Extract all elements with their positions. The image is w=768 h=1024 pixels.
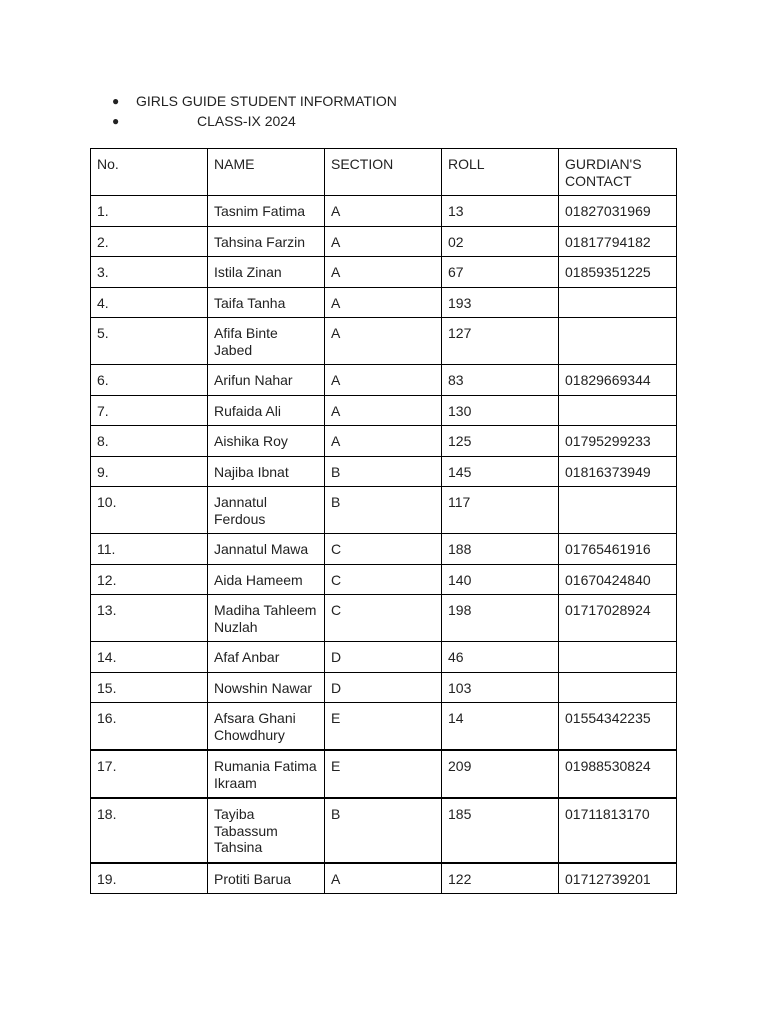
cell-roll: 02	[442, 226, 559, 257]
cell-contact: 01717028924	[559, 595, 677, 642]
table-row	[91, 750, 677, 798]
cell-no: 8.	[91, 426, 208, 457]
cell-contact: 01554342235	[559, 703, 677, 751]
cell-roll: 188	[442, 534, 559, 565]
table-row	[91, 456, 677, 487]
table-row	[91, 365, 677, 396]
cell-no: 9.	[91, 456, 208, 487]
cell-contact: 01712739201	[559, 863, 677, 894]
table-row	[91, 642, 677, 673]
cell-contact: 01816373949	[559, 456, 677, 487]
cell-contact	[559, 395, 677, 426]
cell-section: A	[325, 226, 442, 257]
cell-name: Najiba Ibnat	[208, 456, 325, 487]
table-row	[91, 487, 677, 534]
cell-section: B	[325, 798, 442, 863]
cell-contact: 01817794182	[559, 226, 677, 257]
cell-name: Arifun Nahar	[208, 365, 325, 396]
table-row	[91, 395, 677, 426]
cell-section: B	[325, 487, 442, 534]
table-row	[91, 318, 677, 365]
cell-section: E	[325, 750, 442, 798]
cell-no: 12.	[91, 564, 208, 595]
cell-contact: 01765461916	[559, 534, 677, 565]
cell-name: Rumania Fatima Ikraam	[208, 750, 325, 798]
cell-no: 5.	[91, 318, 208, 365]
bullet-icon: ●	[112, 94, 120, 108]
cell-name: Aida Hameem	[208, 564, 325, 595]
cell-name: Tahsina Farzin	[208, 226, 325, 257]
table-row	[91, 595, 677, 642]
cell-roll: 83	[442, 365, 559, 396]
cell-no: 3.	[91, 257, 208, 288]
cell-roll: 127	[442, 318, 559, 365]
column-header-section: SECTION	[325, 149, 442, 196]
cell-roll: 117	[442, 487, 559, 534]
cell-no: 18.	[91, 798, 208, 863]
cell-roll: 125	[442, 426, 559, 457]
document-title: GIRLS GUIDE STUDENT INFORMATION	[136, 93, 397, 109]
cell-section: C	[325, 564, 442, 595]
cell-no: 14.	[91, 642, 208, 673]
cell-no: 16.	[91, 703, 208, 751]
cell-section: A	[325, 426, 442, 457]
table-row	[91, 426, 677, 457]
cell-no: 15.	[91, 672, 208, 703]
cell-name: Tasnim Fatima	[208, 196, 325, 227]
cell-no: 7.	[91, 395, 208, 426]
cell-section: A	[325, 287, 442, 318]
table-row	[91, 196, 677, 227]
cell-roll: 140	[442, 564, 559, 595]
student-table	[90, 148, 677, 894]
cell-section: A	[325, 196, 442, 227]
cell-contact	[559, 487, 677, 534]
column-header-no: No.	[91, 149, 208, 196]
cell-no: 19.	[91, 863, 208, 894]
cell-roll: 67	[442, 257, 559, 288]
cell-name: Afifa Binte Jabed	[208, 318, 325, 365]
bullet-icon: ●	[112, 114, 120, 128]
cell-section: D	[325, 642, 442, 673]
column-header-contact: GURDIAN'S CONTACT	[559, 149, 677, 196]
table-row	[91, 226, 677, 257]
cell-no: 10.	[91, 487, 208, 534]
cell-section: A	[325, 365, 442, 396]
table-row	[91, 703, 677, 751]
cell-section: A	[325, 863, 442, 894]
cell-roll: 209	[442, 750, 559, 798]
cell-no: 17.	[91, 750, 208, 798]
cell-name: Protiti Barua	[208, 863, 325, 894]
cell-contact	[559, 642, 677, 673]
cell-no: 1.	[91, 196, 208, 227]
cell-no: 4.	[91, 287, 208, 318]
cell-roll: 185	[442, 798, 559, 863]
cell-name: Afaf Anbar	[208, 642, 325, 673]
cell-section: A	[325, 395, 442, 426]
cell-contact: 01795299233	[559, 426, 677, 457]
cell-section: D	[325, 672, 442, 703]
cell-section: C	[325, 595, 442, 642]
cell-contact	[559, 672, 677, 703]
cell-contact	[559, 287, 677, 318]
cell-name: Afsara Ghani Chowdhury	[208, 703, 325, 751]
cell-no: 2.	[91, 226, 208, 257]
cell-contact: 01827031969	[559, 196, 677, 227]
table-row	[91, 564, 677, 595]
cell-roll: 103	[442, 672, 559, 703]
cell-name: Jannatul Ferdous	[208, 487, 325, 534]
cell-roll: 145	[442, 456, 559, 487]
cell-roll: 14	[442, 703, 559, 751]
cell-roll: 13	[442, 196, 559, 227]
cell-contact: 01859351225	[559, 257, 677, 288]
cell-section: A	[325, 257, 442, 288]
table-row	[91, 672, 677, 703]
cell-section: E	[325, 703, 442, 751]
cell-roll: 122	[442, 863, 559, 894]
cell-name: Rufaida Ali	[208, 395, 325, 426]
document-subtitle: CLASS-IX 2024	[197, 113, 296, 129]
cell-no: 6.	[91, 365, 208, 396]
cell-contact: 01829669344	[559, 365, 677, 396]
table-row	[91, 534, 677, 565]
cell-contact: 01711813170	[559, 798, 677, 863]
cell-section: B	[325, 456, 442, 487]
table-header-row	[91, 149, 677, 196]
cell-name: Jannatul Mawa	[208, 534, 325, 565]
cell-roll: 193	[442, 287, 559, 318]
table-row	[91, 863, 677, 894]
cell-name: Istila Zinan	[208, 257, 325, 288]
column-header-name: NAME	[208, 149, 325, 196]
cell-section: A	[325, 318, 442, 365]
table-row	[91, 287, 677, 318]
cell-name: Tayiba Tabassum Tahsina	[208, 798, 325, 863]
cell-name: Nowshin Nawar	[208, 672, 325, 703]
cell-contact: 01670424840	[559, 564, 677, 595]
cell-name: Madiha Tahleem Nuzlah	[208, 595, 325, 642]
table-body	[91, 196, 677, 894]
cell-name: Aishika Roy	[208, 426, 325, 457]
cell-roll: 198	[442, 595, 559, 642]
cell-section: C	[325, 534, 442, 565]
cell-roll: 46	[442, 642, 559, 673]
cell-roll: 130	[442, 395, 559, 426]
cell-contact: 01988530824	[559, 750, 677, 798]
table-row	[91, 257, 677, 288]
cell-contact	[559, 318, 677, 365]
column-header-roll: ROLL	[442, 149, 559, 196]
cell-no: 11.	[91, 534, 208, 565]
table-row	[91, 798, 677, 863]
cell-no: 13.	[91, 595, 208, 642]
cell-name: Taifa Tanha	[208, 287, 325, 318]
